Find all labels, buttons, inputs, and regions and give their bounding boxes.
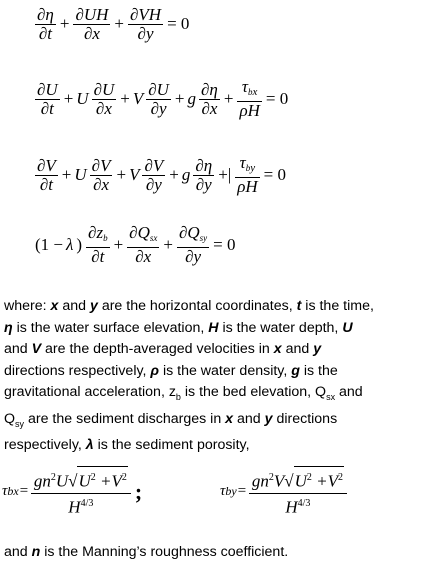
tau-by-formula: τby= $\frac{gn^2V√U^2 +V^2}{H^{4/3}}$: [220, 466, 347, 517]
description-line-3: and V are the depth-averaged velocities in x and y: [4, 341, 322, 358]
tau-bx-formula: τbx= $\frac{gn^2U√U^2 +V^2}{H^{4/3}}$ ;: [2, 466, 142, 517]
x-momentum-equation: $\frac{\partial U}{\partial t}$ + U $\frac{\partial U}{\partial x}$ + V $\frac{\partial U}{\partial y}$ + g $\frac{\partial\eta}{\partial x}$ + $\frac{\tau_{bx}}{\rho H}$ = 0: [37, 77, 289, 120]
description-line-2: η is the water surface elevation, H is the water depth, U: [4, 319, 353, 336]
description-line-5: gravitational acceleration, $z_b$ is the bed elevation, $Q_{sx}$ and: [4, 384, 363, 403]
description-line-7: respectively, λ is the sediment porosity,: [4, 437, 250, 454]
continuity-equation: $\frac{\partial\eta}{\partial t}$ + $\frac{\partial UH}{\partial x}$ + $\frac{\partial VH}{\partial y}$ = 0: [37, 4, 190, 43]
variable-description: [4, 296, 436, 457]
exner-equation: (1 − λ ) $\frac{\partial z_b}{\partial t}$ + $\frac{\partial Q_{sx}}{\partial x}$ + $\frac{\partial Q_{sy}}{\partial y}$ = 0: [35, 223, 236, 266]
closing-sentence: and n is the Manning’s roughness coefficient.: [4, 544, 289, 560]
formula-separator: ;: [134, 478, 143, 504]
tau-by-label: τby=: [220, 483, 247, 500]
tau-bx-label: τbx=: [2, 483, 29, 500]
description-line-1: where: x and y are the horizontal coordinates, t is the time,: [4, 298, 374, 314]
y-momentum-equation: $\frac{\partial V}{\partial t}$ + U $\frac{\partial V}{\partial x}$ + V $\frac{\partial V}{\partial y}$ + g $\frac{\partial\eta}{\partial y}$ +| $\frac{\tau_{by}}{\rho H}$ = 0: [37, 153, 286, 196]
description-line-4: directions respectively, ρ is the water density, g is the: [4, 362, 338, 379]
description-line-6: $Q_{sy}$ are the sediment discharges in x and y directions: [4, 410, 338, 429]
